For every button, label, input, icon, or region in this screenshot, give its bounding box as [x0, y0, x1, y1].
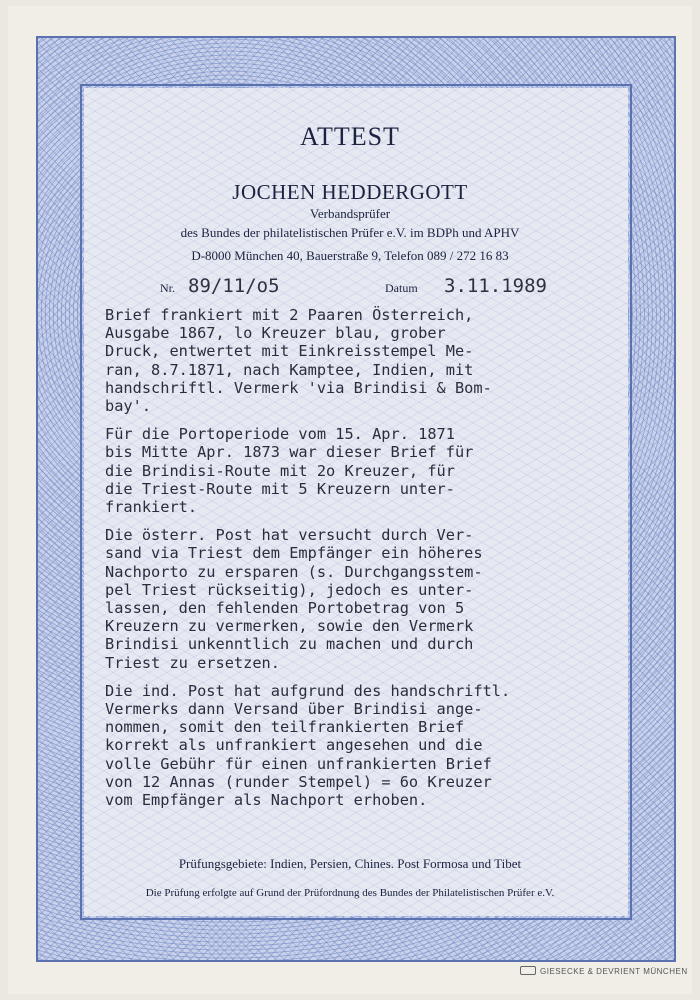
certificate-body: [105, 306, 625, 819]
text-line: die Brindisi-Route mit 2o Kreuzer, für: [105, 461, 455, 480]
examiner-role: Verbandsprüfer: [309, 206, 391, 221]
text-line: pel Triest rückseitig), jedoch es unter-: [105, 580, 474, 599]
examination-areas: Prüfungsgebiete: Indien, Persien, Chines. Post Formosa und Tibet: [178, 856, 522, 871]
nr-label: Nr.: [160, 281, 175, 295]
paragraph: [105, 306, 625, 415]
text-line: bay'.: [105, 397, 152, 416]
text-line: Für die Portoperiode vom 15. Apr. 1871: [105, 425, 455, 444]
text-line: Druck, entwertet mit Einkreisstempel Me-: [105, 342, 474, 361]
text-line: Brief frankiert mit 2 Paaren Österreich,: [105, 306, 474, 324]
paragraph: [105, 682, 625, 809]
text-line: volle Gebühr für einen unfrankierten Brief: [105, 754, 492, 773]
text-line: bis Mitte Apr. 1873 war dieser Brief für: [105, 443, 474, 462]
text-line: Ausgabe 1867, lo Kreuzer blau, grober: [105, 324, 446, 343]
text-line: Vermerks dann Versand über Brindisi ange-: [105, 700, 483, 719]
text-line: lassen, den fehlenden Portobetrag von 5: [105, 599, 465, 618]
nr-value: 89/11/o5: [188, 275, 280, 297]
text-line: Die österr. Post hat versucht durch Ver-: [105, 526, 474, 545]
text-line: Brindisi unkenntlich zu machen und durch: [105, 635, 474, 654]
text-line: korrekt als unfrankiert angesehen und die: [105, 736, 483, 755]
text-line: Nachporto zu ersparen (s. Durchgangsstem-: [105, 562, 483, 581]
text-line: Kreuzern zu vermerken, sowie den Vermerk: [105, 617, 474, 636]
printer-logo-icon: [520, 966, 536, 975]
text-line: ran, 8.7.1871, nach Kamptee, Indien, mit: [105, 360, 474, 379]
regulation-footer: Die Prüfung erfolgte auf Grund der Prüfordnung des Bundes der Philatelistischen Prüfer e.V.: [145, 887, 555, 899]
text-line: Die ind. Post hat aufgrund des handschriftl.: [105, 681, 511, 700]
examiner-address: D-8000 München 40, Bauerstraße 9, Telefon 089 / 272 16 83: [191, 248, 509, 263]
text-line: nommen, somit den teilfrankierten Brief: [105, 718, 465, 737]
certificate-title: ATTEST: [300, 122, 400, 151]
examiner-association: des Bundes der philatelistischen Prüfer e.V. im BDPh und APHV: [180, 225, 520, 240]
examiner-name: JOCHEN HEDDERGOTT: [232, 180, 468, 204]
text-line: von 12 Annas (runder Stempel) = 6o Kreuzer: [105, 772, 492, 791]
text-line: handschriftl. Vermerk 'via Brindisi & Bom-: [105, 378, 492, 397]
paragraph: [105, 526, 625, 672]
text-line: frankiert.: [105, 498, 198, 517]
text-line: die Triest-Route mit 5 Kreuzern unter-: [105, 479, 455, 498]
text-line: Triest zu ersetzen.: [105, 653, 280, 672]
text-line: vom Empfänger als Nachport erhoben.: [105, 791, 428, 810]
date-label: Datum: [385, 281, 418, 295]
date-value: 3.11.1989: [444, 275, 547, 297]
paragraph: [105, 425, 625, 516]
printer-imprint: GIESECKE & DEVRIENT MÜNCHEN: [540, 967, 688, 976]
text-line: sand via Triest dem Empfänger ein höheres: [105, 544, 483, 563]
